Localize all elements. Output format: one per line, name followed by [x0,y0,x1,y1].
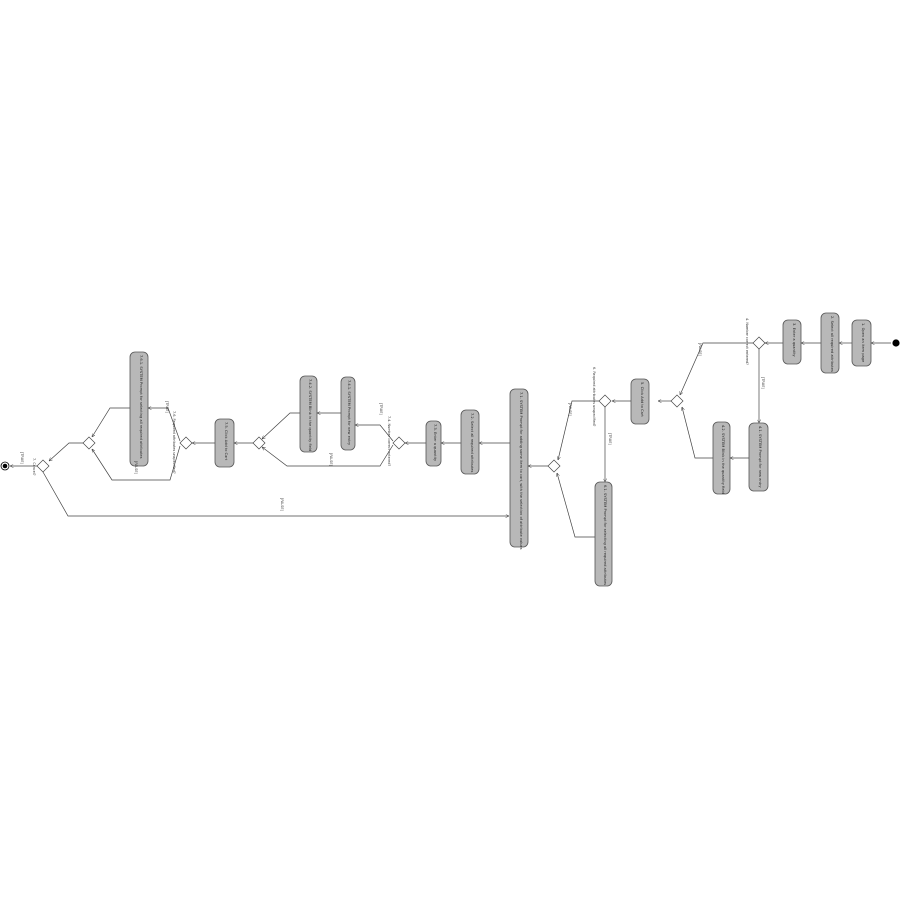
guard-d7-4-false: [FALSE] [329,453,333,466]
edge-d74-false [262,445,393,466]
activity-a7-2 [461,410,479,474]
activity-a6-1 [595,482,612,586]
merge-before-d7 [83,437,95,449]
activity-a1-label: 1. Open an item page [861,323,865,363]
activity-a7-4-1-label: 7.4.1. SYSTEM Prompt for new entry [347,380,351,446]
merge-before-a75 [253,437,265,449]
decision-d7-label: 7. Cancel? [32,458,36,476]
activity-a7-4-2-label: 7.4.2. SYSTEM Blink in the quantity field [308,379,312,452]
activity-a4-2 [713,422,730,494]
edge-a61-to-merge [557,473,595,537]
edge-a742-to-merge [262,413,300,439]
guard-d6-true: [TRUE] [608,433,612,445]
activity-a7-5 [215,419,234,467]
final-node [1,462,9,470]
edge-d4-false [680,343,753,395]
activity-a4-2-label: 4.2. SYSTEM Blink in the quantity field [721,425,725,494]
guard-d6-false: [FALSE] [568,403,572,416]
decision-d7-4-label: 7.4. Number correct entered? [387,416,391,467]
decision-d7-6-label: 7.6. Required attributes unspecified? [172,411,176,474]
initial-node [892,339,899,346]
activity-a5 [631,379,649,424]
decision-d7-4 [393,437,405,449]
activity-a2 [821,313,839,373]
activity-a7-4-1 [341,377,355,450]
decision-d6 [599,395,611,407]
guard-d7-6-true: [TRUE] [165,401,169,413]
guard-d7-true: [TRUE] [20,452,24,464]
decision-d4 [753,337,765,349]
activity-a4-1-label: 4.1. SYSTEM Prompt for new entry [758,426,762,488]
activity-a7-6-1-label: 7.6.1. SYSTEM Prompt for selecting all required attributes [139,355,143,459]
activity-a2-label: 2. Select all required attributes [830,316,834,372]
merge-before-a5 [671,395,683,407]
guard-d7-false: [FALSE] [280,498,284,511]
guard-d4-true: [TRUE] [761,377,765,389]
merge-before-a71 [548,460,560,472]
edge-merge-to-d7 [49,443,83,461]
activity-a5-label: 5. Click Add to Cart [640,382,644,417]
activity-a3 [783,320,801,364]
activity-a6-1-label: 6.1. SYSTEM Prompt for selecting all required attributes [603,485,607,586]
activity-a3-label: 3. Enter a quantity [792,323,796,357]
guard-d4-false: [FALSE] [698,343,702,356]
activity-a7-2-label: 7.2. Select all required attributes [470,413,474,473]
activity-a7-3 [426,421,441,466]
activity-a7-1-label: 7.1. SYSTEM Prompt for adding same item to cart, with the selection of attribute values [519,392,523,550]
edge-d7-false [43,472,509,516]
decision-d7-6 [180,437,192,449]
decision-d4-label: 4. Number correct entered? [745,318,749,365]
activity-a7-4-2 [300,376,317,452]
edge-a42-to-d5 [682,407,713,458]
activity-a1 [852,320,871,366]
activity-a7-6-1 [130,352,148,466]
edge-a761-to-merge [92,408,130,437]
activity-a7-1 [510,389,528,550]
activity-a7-3-label: 7.3. Enter a quantity [433,424,437,462]
decision-d6-label: 6. Required attributes unspecified? [592,367,596,427]
guard-d7-6-false: [FALSE] [134,461,138,474]
decision-d7 [37,460,49,472]
guard-d7-4-true: [TRUE] [379,403,383,415]
activity-a7-5-label: 7.5. Click Add to Cart [224,422,228,461]
activity-a4-1 [749,423,768,491]
